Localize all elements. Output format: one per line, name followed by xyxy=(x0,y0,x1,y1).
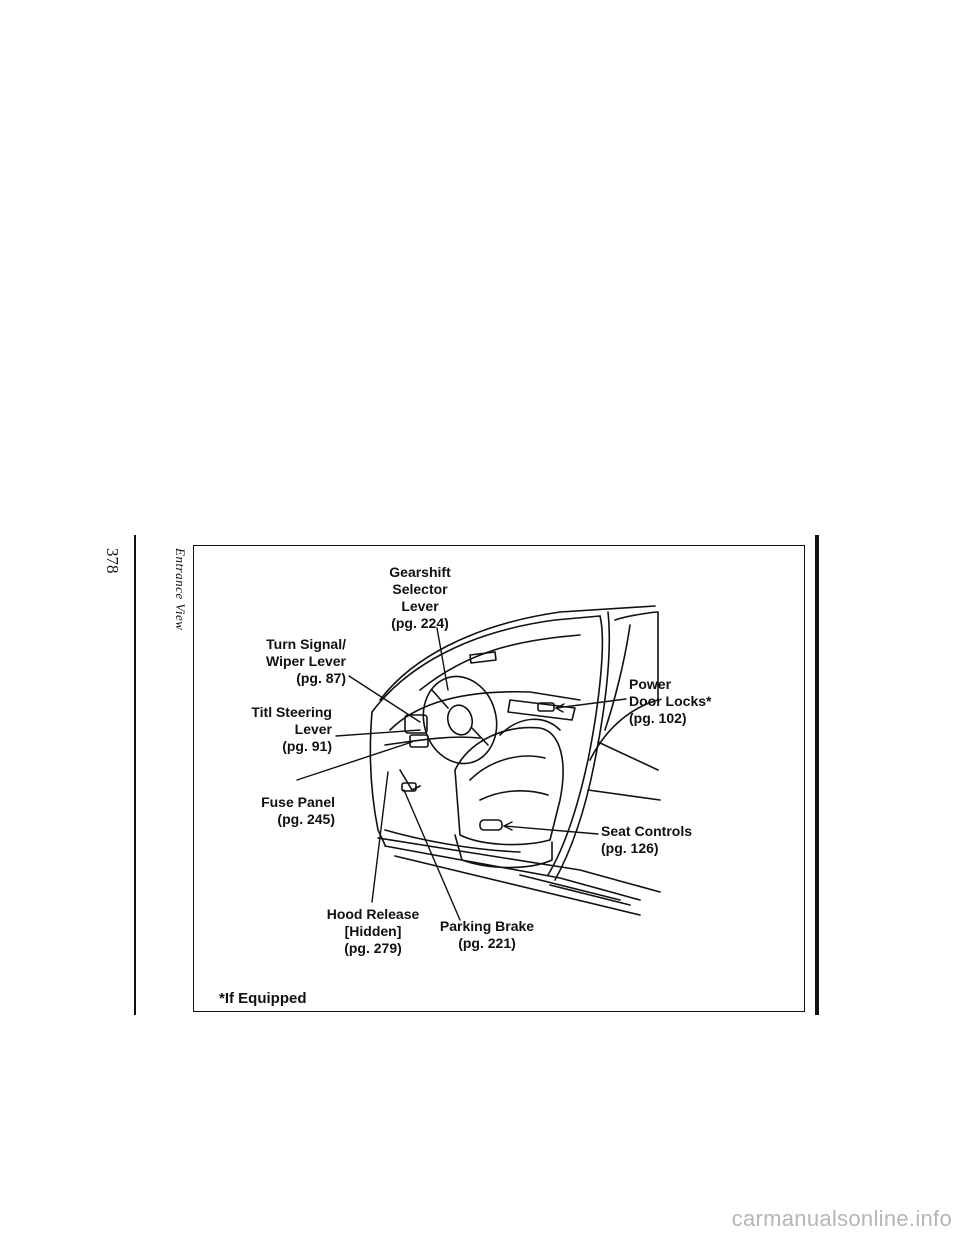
watermark: carmanualsonline.info xyxy=(731,1206,952,1231)
turn-signal-wiper-lever-callout: Turn Signal/ Wiper Lever (pg. 87) xyxy=(265,636,346,686)
section-title: Entrance View xyxy=(173,548,188,631)
fuse-panel-callout: Fuse Panel (pg. 245) xyxy=(261,794,335,827)
tilt-steering-lever-callout: Titl Steering Lever (pg. 91) xyxy=(251,704,332,754)
power-door-locks-callout: Power Door Locks* (pg. 102) xyxy=(629,676,712,726)
seat-controls-callout: Seat Controls (pg. 126) xyxy=(601,823,693,856)
hood-release-callout: Hood Release [Hidden] (pg. 279) xyxy=(326,906,420,956)
footnote-if-equipped: *If Equipped xyxy=(219,990,307,1007)
gearshift-selector-lever-callout: Gearshift Selector Lever (pg. 224) xyxy=(389,564,451,631)
parking-brake-callout: Parking Brake (pg. 221) xyxy=(439,918,535,951)
page-number: 378 xyxy=(103,548,122,574)
